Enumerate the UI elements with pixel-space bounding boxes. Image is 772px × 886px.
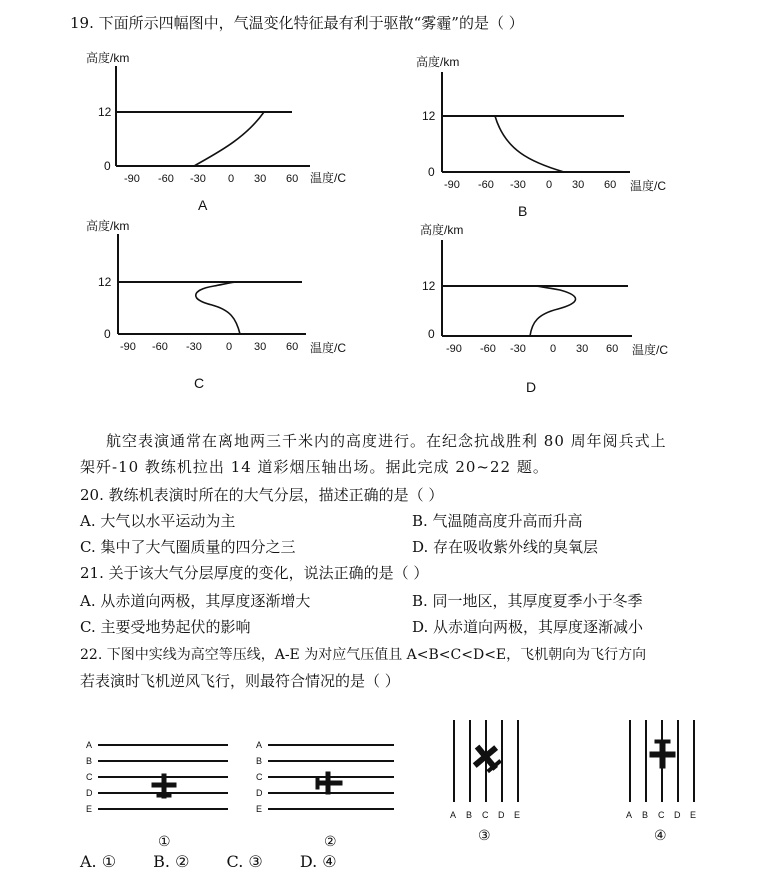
x-tick: -90 <box>446 343 462 355</box>
x-tick: -30 <box>510 179 526 191</box>
q22-option-c: C. ③ <box>226 852 263 871</box>
airplane-icon <box>316 772 342 794</box>
x-tick: 60 <box>604 179 617 191</box>
q21-option-b: B. 同一地区，其厚度夏季小于冬季 <box>412 592 643 610</box>
x-tick: -30 <box>186 341 202 353</box>
y-axis-label: 高度/km <box>420 223 464 237</box>
q20-option-c: C. 集中了大气圈质量的四分之三 <box>80 538 296 556</box>
chart-label: C <box>194 375 205 391</box>
passage-line-2: 架歼-10 教练机拉出 14 道彩烟压轴出场。据此完成 20~22 题。 <box>80 458 549 476</box>
temperature-profile <box>530 286 576 336</box>
x-tick: 0 <box>228 173 235 185</box>
isobar-label: D <box>256 788 263 798</box>
x-tick: -60 <box>152 341 168 353</box>
y-tick-0: 0 <box>428 165 435 179</box>
figure-label: ① <box>158 833 171 849</box>
x-tick: 60 <box>286 173 299 185</box>
x-tick: 30 <box>254 173 267 185</box>
isobar-label: A <box>86 740 93 750</box>
isobar-label: D <box>674 810 681 820</box>
x-tick: 0 <box>226 341 233 353</box>
isobar-label: E <box>256 804 263 814</box>
figure-label: ④ <box>654 827 667 843</box>
x-axis-label: 温度/C <box>310 171 347 185</box>
x-tick: -60 <box>158 173 174 185</box>
isobar-label: D <box>498 810 505 820</box>
chart-label: A <box>198 197 208 213</box>
q21-option-a: A. 从赤道向两极，其厚度逐渐增大 <box>80 592 311 610</box>
x-axis-label: 温度/C <box>630 179 667 193</box>
isobar-label: A <box>256 740 263 750</box>
y-tick-0: 0 <box>428 327 435 341</box>
x-tick: -30 <box>510 343 526 355</box>
x-tick: 30 <box>572 179 585 191</box>
isobar-label: B <box>466 810 473 820</box>
isobar-label: E <box>514 810 521 820</box>
isobar-figure-1 <box>82 732 232 852</box>
x-tick: 60 <box>286 341 299 353</box>
x-tick: -60 <box>478 179 494 191</box>
question-19-stem: 19. 下面所示四幅图中，气温变化特征最有利于驱散“雾霾”的是（ ） <box>70 14 524 32</box>
y-tick-0: 0 <box>104 327 111 341</box>
chart-a <box>40 44 360 213</box>
isobar-label: A <box>450 810 457 820</box>
y-tick-0: 0 <box>104 159 111 173</box>
y-axis-label: 高度/km <box>86 51 130 65</box>
x-tick: 60 <box>606 343 619 355</box>
isobar-figure-2 <box>252 732 402 852</box>
x-axis-label: 温度/C <box>632 343 669 357</box>
y-tick-12: 12 <box>98 275 112 289</box>
x-axis-label: 温度/C <box>310 341 347 355</box>
isobar-label: B <box>86 756 93 766</box>
y-axis-label: 高度/km <box>416 55 460 69</box>
chart-label: B <box>518 203 528 219</box>
q20-option-b: B. 气温随高度升高而升高 <box>412 512 583 530</box>
q21-option-d: D. 从赤道向两极，其厚度逐渐减小 <box>412 618 644 636</box>
isobar-label: C <box>482 810 489 820</box>
x-tick: -90 <box>124 173 140 185</box>
x-tick: 30 <box>254 341 267 353</box>
figure-label: ③ <box>478 827 491 843</box>
y-tick-12: 12 <box>422 279 436 293</box>
q22-option-d: D. ④ <box>299 852 337 871</box>
figure-label: ② <box>324 833 337 849</box>
q21-option-c: C. 主要受地势起伏的影响 <box>80 618 251 636</box>
x-tick: -90 <box>444 179 460 191</box>
isobar-figure-3 <box>442 716 552 846</box>
q22-answer-options <box>80 852 369 871</box>
q20-option-d: D. 存在吸收紫外线的臭氧层 <box>412 538 599 556</box>
x-tick: 0 <box>550 343 557 355</box>
x-tick: 30 <box>576 343 589 355</box>
y-tick-12: 12 <box>98 105 112 119</box>
x-tick: 0 <box>546 179 553 191</box>
passage-line-1: 航空表演通常在离地两三千米内的高度进行。在纪念抗战胜利 80 周年阅兵式上 <box>106 432 667 450</box>
chart-label: D <box>526 379 537 395</box>
x-tick: -30 <box>190 173 206 185</box>
isobar-label: D <box>86 788 93 798</box>
isobar-label: E <box>690 810 697 820</box>
isobar-label: B <box>642 810 649 820</box>
isobar-label: E <box>86 804 93 814</box>
chart-c <box>40 218 360 393</box>
x-tick: -60 <box>480 343 496 355</box>
question-22-stem-line-2: 若表演时飞机逆风飞行，则最符合情况的是（ ） <box>80 672 400 690</box>
x-tick: -90 <box>120 341 136 353</box>
isobar-label: C <box>86 772 93 782</box>
q20-option-a: A. 大气以水平运动为主 <box>80 512 236 530</box>
question-21-stem: 21. 关于该大气分层厚度的变化，说法正确的是（ ） <box>80 564 429 582</box>
question-20-stem: 20. 教练机表演时所在的大气分层，描述正确的是（ ） <box>80 486 444 504</box>
isobar-label: B <box>256 756 263 766</box>
temperature-profile <box>495 116 564 172</box>
isobar-label: C <box>256 772 263 782</box>
isobar-label: A <box>626 810 633 820</box>
isobar-figure-4 <box>618 716 728 846</box>
q22-option-b: B. ② <box>153 852 190 871</box>
airplane-icon <box>650 740 675 768</box>
temperature-profile <box>196 282 240 334</box>
temperature-profile <box>194 112 264 166</box>
y-tick-12: 12 <box>422 109 436 123</box>
chart-d <box>380 218 700 398</box>
q22-option-a: A. ① <box>80 852 117 871</box>
isobar-label: C <box>658 810 665 820</box>
y-axis-label: 高度/km <box>86 219 130 233</box>
question-22-stem-line-1: 22. 下图中实线为高空等压线，A-E 为对应气压值且 A<B<C<D<E，飞机朝向为飞行方向 <box>80 647 647 663</box>
chart-b <box>380 50 700 220</box>
